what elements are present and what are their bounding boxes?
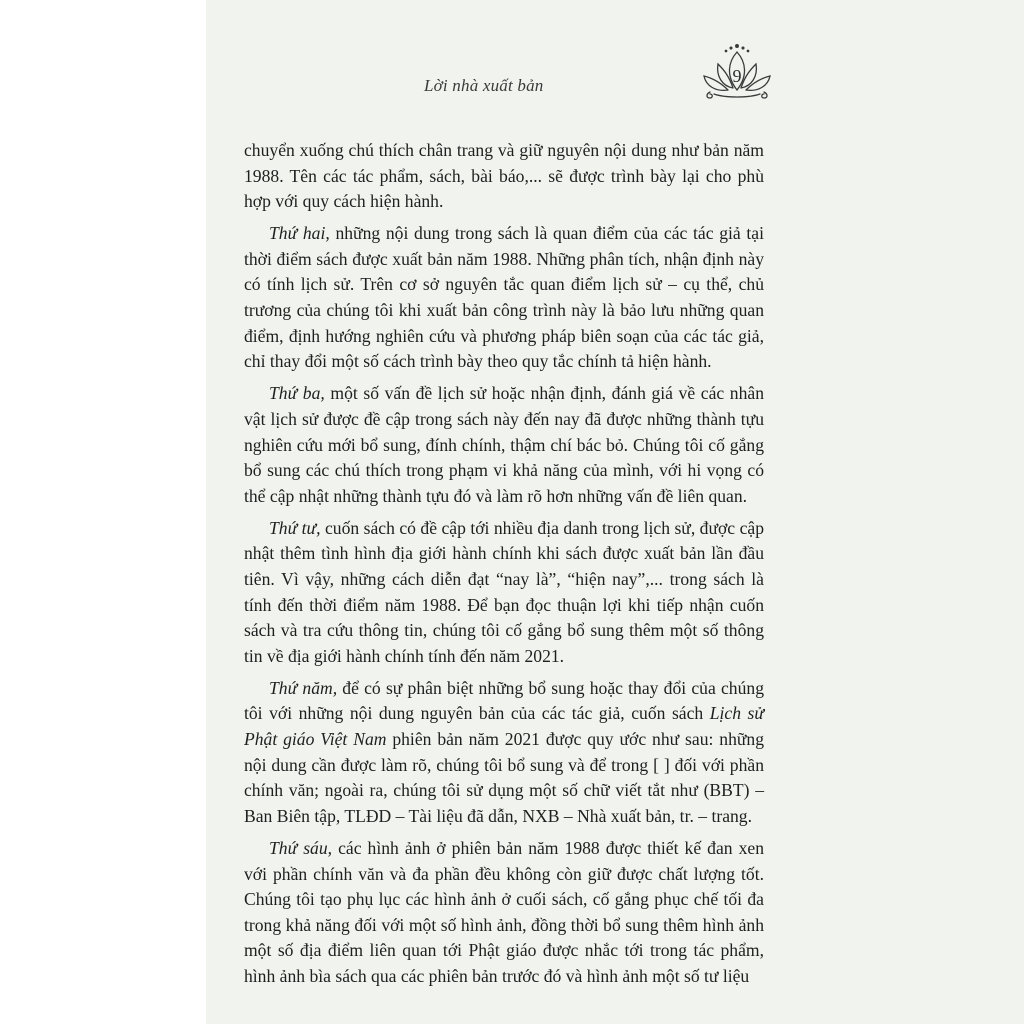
paragraph-thu-hai (244, 221, 764, 375)
paragraph-text: cuốn sách có đề cập tới nhiều địa danh trong lịch sử, được cập nhật thêm tình hình địa giới hành chính khi sách được xuất bản lần đầu tiên. Vì vậy, những cách diễn đạt “nay là”, “hiện nay”,... trong sách là tính đến thời điểm năm 1988. Để bạn đọc thuận lợi khi tiếp nhận cuốn sách và tra cứu thông tin, chúng tôi cố gắng bổ sung thêm một số thông tin về địa giới hành chính tính đến năm 2021. (244, 517, 764, 666)
paragraph-lead: Thứ năm, (269, 677, 338, 698)
paragraph-text: các hình ảnh ở phiên bản năm 1988 được thiết kế đan xen với phần chính văn và đa phần đều không còn giữ được chất lượng tốt. Chúng tôi tạo phụ lục các hình ảnh ở cuối sách, cố gắng phục chế tối đa trong khả năng đối với một số hình ảnh, đồng thời bổ sung thêm hình ảnh một số địa điểm liên quan tới Phật giáo được nhắc tới trong tác phẩm, hình ảnh bìa sách qua các phiên bản trước đó và hình ảnh một số tư liệu (244, 837, 765, 986)
paragraph-text: để có sự phân biệt những bổ sung hoặc thay đổi của chúng tôi với những nội dung nguyên bản của các tác giả, cuốn sách (244, 677, 764, 724)
paragraph-thu-ba (244, 381, 764, 509)
running-title: Lời nhà xuất bản (424, 76, 544, 95)
paragraph-lead: Thứ tư, (269, 517, 321, 538)
paragraph-thu-tu (244, 516, 764, 670)
book-title: Lịch sử Phật giáo Việt Nam (244, 703, 765, 750)
paragraph-thu-sau (244, 836, 764, 990)
paragraph-continuation (244, 138, 764, 215)
paragraph-text: chuyển xuống chú thích chân trang và giữ nguyên nội dung như bản năm 1988. Tên các tác phẩm, sách, bài báo,... sẽ được trình bày lại cho phù hợp với quy cách hiện hành. (244, 140, 764, 212)
paragraph-lead: Thứ sáu, (269, 837, 333, 858)
paragraph-lead: Thứ hai, (269, 223, 330, 244)
paragraph-lead: Thứ ba, (269, 383, 325, 404)
paragraph-thu-nam (244, 676, 764, 830)
paragraph-text: những nội dung trong sách là quan điểm của các tác giả tại thời điểm sách được xuất bản năm 1988. Những phân tích, nhận định này có tính lịch sử. Trên cơ sở nguyên tắc quan điểm lịch sử – cụ thể, chủ trương của chúng tôi khi xuất bản công trình này là bảo lưu những quan điểm, định hướng nghiên cứu và phương pháp biên soạn của các tác giả, chỉ thay đổi một số cách trình bày theo quy tắc chính tả hiện hành. (244, 223, 764, 372)
body-text (244, 138, 764, 996)
page-number: 9 (732, 66, 742, 86)
paragraph-text: phiên bản năm 2021 được quy ước như sau: những nội dung cần được làm rõ, chúng tôi bổ sung và để trong [ ] đối với phần chính văn; ngoài ra, chúng tôi sử dụng một số chữ viết tắt như (BBT) – Ban Biên tập, TLĐD – Tài liệu đã dẫn, NXB – Nhà xuất bản, tr. – trang. (244, 729, 764, 826)
paragraph-text: một số vấn đề lịch sử hoặc nhận định, đánh giá về các nhân vật lịch sử được đề cập trong sách này đến nay đã được những thành tựu nghiên cứu mới bổ sung, đính chính, thậm chí bác bỏ. Chúng tôi cố gắng bổ sung các chú thích trong phạm vi khả năng của mình, với hi vọng có thể cập nhật những thành tựu đó và làm rõ hơn những vấn đề liên quan. (244, 383, 764, 506)
